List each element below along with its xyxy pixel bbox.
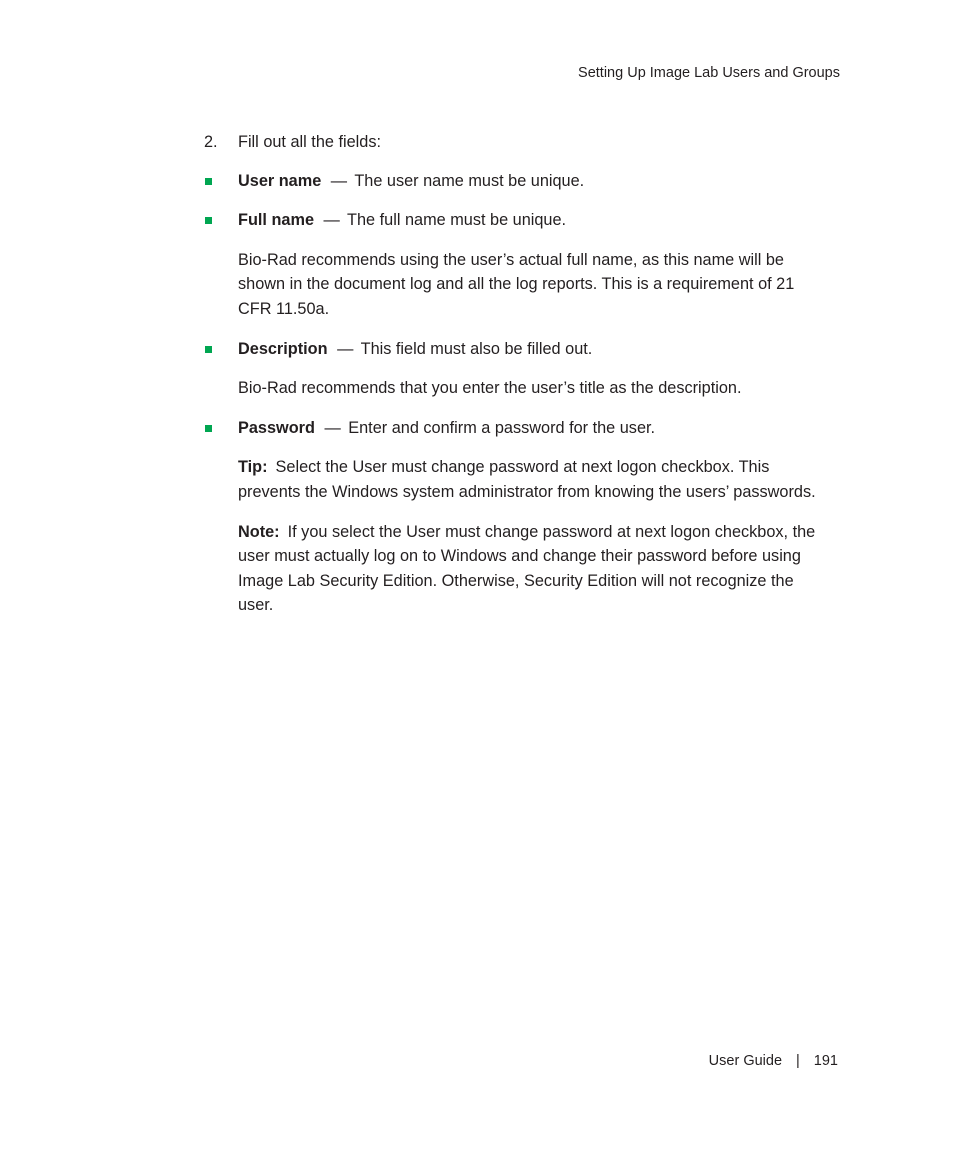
field-separator: —	[337, 339, 354, 358]
page-content	[200, 130, 820, 633]
green-square-bullet-icon	[205, 425, 212, 432]
field-term: Full name	[238, 211, 314, 230]
field-separator: —	[324, 418, 341, 437]
step-number: 2.	[204, 133, 218, 151]
green-square-bullet-icon	[205, 178, 212, 185]
field-user-name	[200, 169, 820, 194]
guide-name: User Guide	[708, 1053, 783, 1069]
tip-paragraph	[200, 455, 820, 504]
field-separator: —	[323, 211, 340, 230]
field-description: The full name must be unique.	[347, 211, 567, 230]
tip-label: Tip:	[238, 458, 268, 477]
field-term: Description	[238, 339, 328, 358]
description-note: Bio-Rad recommends that you enter the user’s title as the description.	[238, 379, 742, 398]
field-description: This field must also be filled out.	[360, 339, 593, 358]
field-full-name	[200, 208, 820, 233]
step-text: Fill out all the fields:	[238, 133, 381, 151]
page-footer	[709, 1052, 838, 1070]
green-square-bullet-icon	[205, 217, 212, 224]
field-term: Password	[238, 418, 315, 437]
footer-divider: |	[796, 1053, 800, 1069]
field-description-item	[200, 337, 820, 362]
tip-text: Select the User must change password at next logon checkbox. This prevents the Windows system administrator from knowing the users’ passwords.	[238, 458, 816, 501]
field-separator: —	[330, 171, 348, 190]
field-password	[200, 416, 820, 441]
page-number: 191	[813, 1053, 838, 1069]
note-label: Note:	[238, 522, 280, 541]
field-description: The user name must be unique.	[354, 171, 585, 190]
green-square-bullet-icon	[205, 346, 212, 353]
field-term: User name	[238, 171, 322, 190]
note-text: If you select the User must change password at next logon checkbox, the user must actually log on to Windows and change their password before using Image Lab Security Edition. Otherwise, Security Edition will not recognize the user.	[238, 522, 816, 615]
field-description: Enter and confirm a password for the user.	[348, 418, 656, 437]
running-header: Setting Up Image Lab Users and Groups	[578, 65, 840, 81]
step-2	[200, 130, 820, 155]
note-paragraph	[200, 520, 820, 618]
full-name-note: Bio-Rad recommends using the user’s actual full name, as this name will be shown in the document log and all the log reports. This is a requirement of 21 CFR 11.50a.	[238, 250, 795, 318]
